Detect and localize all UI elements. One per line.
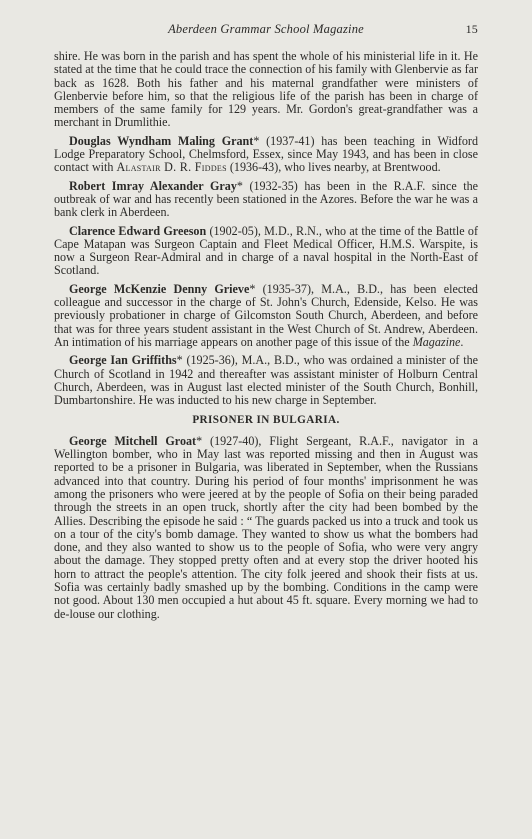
entry-groat — [54, 435, 478, 621]
page-number: 15 — [465, 22, 478, 36]
entry-text: * (1927-40), Flight Sergeant, R.A.F., navigator in a Wellington bomber, who in May last was reported missing and then in August was reported to be a prisoner in Bulgaria, was liberated in September, when the Russians advanced into that country. During his period of four months' imprisonment he was among the prisoners who were jeered at by the people of Sofia on their being paraded through the streets in an open truck, shortly after the city had been bombed by the Allies. Describing the episode he said : “ The guards packed us into a truck and took us on a tour of the city's bomb damage. They wanted to show us what the bombers had done, and they also wanted to show us to the people of Sofia, who were very angry about the damage. They stopped pretty often and at every stop the driver hooted his horn to attract the people's attention. The city folk jeered and shook their fists at us. Sofia was certainly badly smashed up by the bombing. Conditions in the camp were not good. About 130 men occupied a hut about 45 ft. square. Every morning we had to de-louse our clothing. — [54, 433, 479, 621]
entry-text-end: (1936-43), who lives nearby, at Brentwood. — [226, 160, 441, 175]
entry-name: George McKenzie Denny Grieve — [69, 281, 250, 296]
entry-gray — [54, 180, 478, 220]
entry-text: * (1932-35) has been in the R.A.F. since the outbreak of war and has recently been stationed in the Azores. Before the war he was a bank clerk in Aberdeen. — [54, 178, 479, 220]
article-body — [54, 50, 478, 621]
entry-italic-word: Magazine — [412, 334, 461, 349]
running-title: Aberdeen Grammar School Magazine — [168, 22, 364, 36]
entry-text: * (1937-41) has been teaching in Widford Lodge Preparatory School, Chelmsford, Essex, since May 1943, and has been in close contact with — [54, 133, 478, 175]
entry-name: George Ian Griffiths — [69, 353, 177, 368]
entry-text: (1902-05), M.D., R.N., who at the time of the Battle of Cape Matapan was Surgeon Captain and Fleet Medical Officer, H.M.S. Warspite, is now a Surgeon Rear-Admiral and in charge of a naval hospital in the North-East of Scotland. — [54, 223, 478, 278]
entry-text-end: . — [460, 334, 464, 349]
entry-smallcaps-name: Alastair D. R. Fiddes — [116, 160, 227, 175]
entry-name: Douglas Wyndham Maling Grant — [69, 133, 254, 148]
entry-text: * (1935-37), M.A., B.D., has been elected colleague and successor in the charge of St. John's Church, Edenside, Kelso. He was previously probationer in charge of Gilcomston South Church, Aberdeen, and before that was for three years student assistant in the West Church of St. Andrew, Aberdeen. An intimation of his marriage appears on another page of this issue of the — [54, 281, 478, 349]
entry-griffiths — [54, 354, 478, 407]
entry-name: George Mitchell Groat — [69, 433, 197, 448]
entry-greeson — [54, 225, 478, 278]
paragraph-continuation: shire. He was born in the parish and has spent the whole of his ministerial life in it. He stated at the time that he could trace the connection of his family with Glenbervie as far back as 1628. Both his father and his maternal grandfather were ministers of Glenbervie before him, so that the religious life of the parish has been in charge of members of the same family for 129 years. Mr. Gordon's great-grandfather was a merchant in Drumlithie. — [54, 49, 478, 130]
entry-name: Robert Imray Alexander Gray — [69, 178, 237, 193]
entry-grant — [54, 135, 478, 175]
running-header — [54, 22, 478, 42]
section-subheading: PRISONER IN BULGARIA. — [192, 414, 340, 427]
entry-name: Clarence Edward Greeson — [69, 223, 207, 238]
entry-text: * (1925-36), M.A., B.D., who was ordained a minister of the Church of Scotland in 1942 and thereafter was assistant minister of Holburn Central Church, Aberdeen, was in August last elected minister of the South Church, Bonhill, Dumbartonshire. He was inducted to his new charge in September. — [54, 353, 478, 408]
entry-grieve — [54, 283, 478, 349]
